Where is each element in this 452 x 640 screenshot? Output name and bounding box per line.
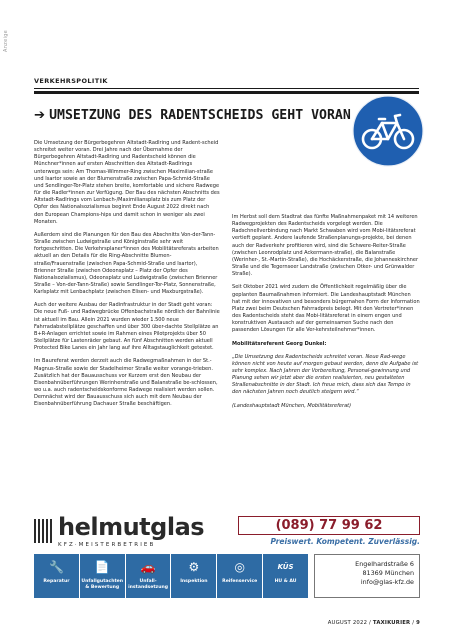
advertisement xyxy=(34,513,420,598)
arrow-right-icon: ➔ xyxy=(34,108,46,123)
helmutglas-logo xyxy=(34,513,230,551)
brand-name: helmutglas xyxy=(58,513,205,541)
kus-badge-icon: KÜS xyxy=(277,563,294,571)
service-label: Inspektion xyxy=(180,579,208,584)
service-inspektion xyxy=(171,554,216,598)
quote: „Die Umsetzung des Radentscheids schreitet voran. Neue Rad-wege können nicht von heute auf morgen gebaut werden, denn die Aufgabe ist sehr komplex. Nach Jahren der Vorbereitung, Personal-gewinnung und Planung sehen wir jetzt aber die ersten realisierten, neu gestalteten Straßenabschnitte in der Stadt. Ich freue mich, dass sich das Tempo in den nächsten Jahren noch deutlich steigern wird.“ xyxy=(232,353,419,396)
service-label: Unfall-instandsetzung xyxy=(128,579,169,590)
service-reparatur xyxy=(34,554,79,598)
publication-name: TAXIKURIER xyxy=(372,620,411,626)
paragraph: Im Herbst soll dem Stadtrat das fünfte Maßnahmenpaket mit 14 weiteren Radwegprojekten des Radentscheids vorgelegt werden. Die Radschnellverbindung nach Markt Schwaben wird vom Mobi-litätsreferat vertieft geplant. Andere laufende Straßenplanungs-projekte, bei denen auch der Radverkehr profitieren wird, sind die Schwere-Reiter-Straße (zwischen Leonrodplatz und Ackermann-straße), die Balanstraße (Werinher-, St.-Martin-Straße), die Hochäckerstraße, die Johanneskirchner Straße und die Tegernseer Landstraße (zwischen Otker- und Grünwalder Straße). xyxy=(232,214,419,278)
address-box xyxy=(314,554,420,598)
paragraph: Außerdem sind die Planungen für den Bau des Abschnitts Von-der-Tann-Straße zwischen Ludwigstraße und Königinstraße sehr weit fortgeschritten. Die Verkehrsplaner*innen des Mobilitätsreferats arbeiten aktuell an den Details für die Ring-Abschnitte Blumen-straße/Frauenstraße (zwischen Papa-Schmid-Straße und Isartor), Brienner Straße (zwischen Odeonsplatz – Platz der Opfer des Nationalsozialismus), Odeonsplatz und Ludwigstraße (zwischen Brienner Straße – Von-der-Tann-Straße) sowie Sendlinger-Tor-Platz, Sonnenstraße, Karlsplatz mit Lenbachplatz (zwischen Elisen- und Maxburgstraße). xyxy=(34,231,219,296)
quote-heading: Mobilitätsreferent Georg Dunkel: xyxy=(232,340,327,347)
service-label: Reifenservice xyxy=(222,579,258,584)
service-unfallinstandsetzung xyxy=(126,554,171,598)
document-icon: 📄 xyxy=(94,560,110,574)
address-email[interactable]: info@glas-kfz.de xyxy=(360,578,414,586)
phone-box xyxy=(238,516,420,550)
address-city: 81369 München xyxy=(362,569,414,577)
phone-number[interactable]: (089) 77 99 62 xyxy=(238,516,420,535)
paragraph: Seit Oktober 2021 wird zudem die Öffentlichkeit regelmäßig über die geplanten Baumaßnahmen informiert. Die Landeshauptstadt München hat mit der innovativen und besonders bürgernahen Form der Information Platz zwei beim Deutschen Fahrradpreis belegt. Mit den Vertreter*innen des Radentscheids steht das Mobi-litätsreferat in einem engen und konstruktiven Austausch auf der gemeinsamen Suche nach den passenden Lösungen für alle Ver-kehrsteilnehmer*innen. xyxy=(232,284,420,334)
article-left-column xyxy=(34,140,220,414)
service-reifenservice xyxy=(217,554,262,598)
page-number: 9 xyxy=(416,620,420,626)
brand-subtitle: KFZ·MEISTERBETRIEB xyxy=(58,542,156,548)
headline-text: UMSETZUNG DES RADENTSCHEIDS GEHT VORAN xyxy=(49,108,351,123)
logo-bars-icon xyxy=(34,519,56,543)
service-label: Unfallgutachten & Bewertung xyxy=(81,579,124,590)
service-unfallgutachten xyxy=(80,554,125,598)
ad-side-label: Anzeige xyxy=(3,30,9,53)
quote-source: (Landeshauptstadt München, Mobilitätsreferat) xyxy=(232,402,352,409)
service-label: HU & AU xyxy=(274,579,297,584)
paragraph: Im Baureferat werden derzeit auch die Radwegmaßnahmen in der St.-Magnus-Straße sowie der Stadelheimer Straße weiter vorange-trieben. Zusätzlich hat der Bauausschuss vor Kurzem erst den Neubau der Eisenbahnüberführungen Werinherstraße und Balanstraße be-schlossen, wo u.a. auch radentscheidskonforme Radwege realisiert werden sollen. Demnächst wird der Bauausschuss sich auch mit dem Neubau der Eisenbahnüberführung Dachauer Straße beschäftigen. xyxy=(34,358,218,408)
divider-thick xyxy=(34,91,419,94)
car-icon: 🚗 xyxy=(140,560,156,574)
wrench-icon: 🔧 xyxy=(48,560,64,574)
service-hu-au xyxy=(263,554,308,598)
paragraph: Auch der weitere Ausbau der Radinfrastruktur in der Stadt geht voran: Die neue Fuß- und Radwegbrücke Offenbachstraße nördlich der Bahnlinie ist aktuell im Bau. Allein 2021 wurden wieder 1.500 neue Fahrradabstellplätze geschaffen und über 300 über-dachte Stellplätze an B+R-Anlagen errichtet sowie im Rahmen eines Pilotprojekts über 50 Stellplätze für Lastenräder gebaut. An fünf Abschnitten werden aktuell Protected Bike Lanes ein Jahr lang auf ihre Alltagstauglichkeit getestet. xyxy=(34,302,220,352)
tagline: Preiswert. Kompetent. Zuverlässig. xyxy=(270,537,420,546)
paragraph: Die Umsetzung der Bürgerbegehren Altstadt-Radlring und Radent-scheid schreitet weiter voran. Drei Jahre nach der Übernahme der Bürgerbegehren Altstadt-Radlring und Radentscheid können die Münchner*innen auf ersten Abschnitten des Altstadt-Radlrings unterwegs sein: Am Thomas-Wimmer-Ring zwischen Maximilian-straße und Isartor sowie an der Blumenstraße zwischen Papa-Schmid-Straße und Sendlinger-Tor-Platz stehen breite, komfortable und sichere Radwege für die Radler*innen zur Verfügung. Der Bau des nächsten Abschnitts des Altstadt-Radlrings vom Lenbach-/Maximiliansplatz bis zum Platz der Opfer des Nationalsozialismus beginnt Ende August 2022 direkt nach den European Champions-hips und damit schon in weniger als zwei Monaten. xyxy=(34,140,220,225)
services-bar xyxy=(34,554,308,598)
address-street: Engelhardstraße 6 xyxy=(355,560,414,568)
tire-icon: ◎ xyxy=(234,560,245,574)
page-footer: AUGUST 2022 / TAXIKURIER / 9 xyxy=(327,620,420,626)
service-label: Reparatur xyxy=(43,579,70,584)
bicycle-sign-icon xyxy=(352,95,424,167)
article-right-column xyxy=(232,214,420,416)
divider-top xyxy=(34,88,419,89)
section-label: VERKEHRSPOLITIK xyxy=(34,77,108,85)
gauge-icon: ⚙ xyxy=(188,560,200,574)
issue-date: AUGUST 2022 xyxy=(327,620,368,626)
page-title xyxy=(34,108,351,124)
